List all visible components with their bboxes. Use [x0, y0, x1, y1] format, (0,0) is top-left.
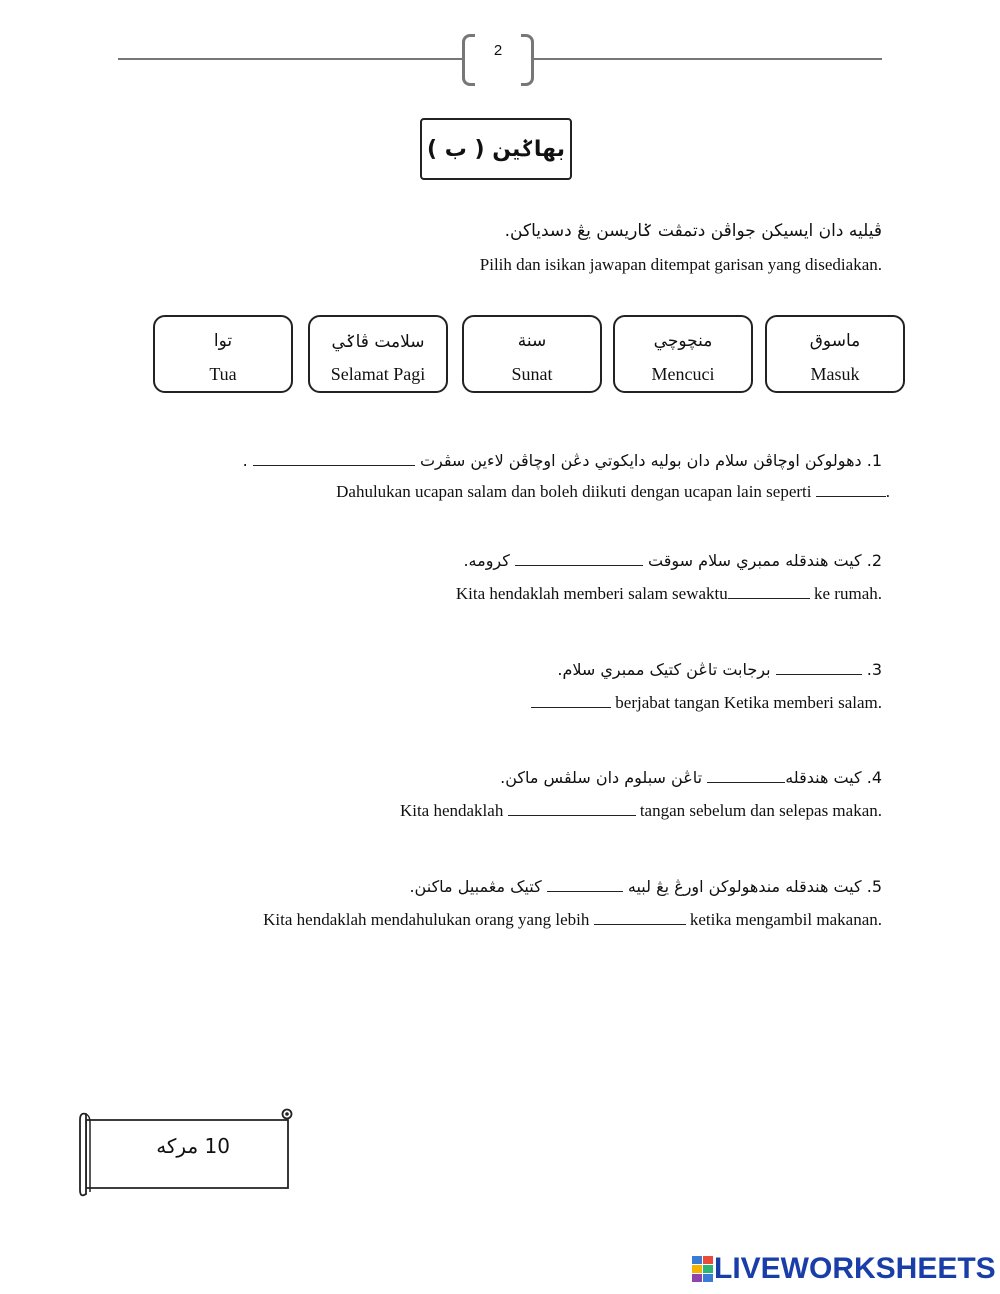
word-bank-item[interactable] [462, 315, 602, 393]
question-jawi-text: دهولوکن اوچاڤن سلام دان بوليه دايکوتي دڠن اوچاڤن لاءين سڤرت [419, 451, 862, 470]
word-jawi: سنة [517, 331, 547, 351]
answer-blank[interactable] [253, 451, 415, 466]
answer-blank[interactable] [508, 801, 636, 816]
page-number: 2 [493, 42, 503, 59]
question-1-rumi [336, 482, 890, 502]
question-jawi-end: برجابت تاڠن کتيک ممبري سلام. [557, 660, 771, 679]
question-2-rumi [456, 584, 882, 604]
answer-blank[interactable] [547, 877, 623, 892]
answer-blank[interactable] [728, 584, 810, 599]
answer-blank[interactable] [594, 910, 686, 925]
question-rumi-after: ketika mengambil makanan. [689, 910, 882, 929]
question-jawi-end: تاڠن سبلوم دان سلڤس ماکن. [500, 768, 703, 787]
word-jawi: سلامت ڤاݢي [331, 332, 425, 352]
page-number-box [462, 34, 534, 82]
question-jawi-text: کيت هندقله ممبري سلام سوقت [648, 551, 862, 570]
question-number: 5. [866, 877, 882, 896]
question-number: 3. [866, 660, 882, 679]
question-rumi-after: berjabat tangan Ketika memberi salam. [615, 693, 882, 712]
instruction-rumi: Pilih dan isikan jawapan ditempat garisan yang disediakan. [479, 255, 882, 274]
question-1-jawi [243, 451, 882, 470]
question-rumi-after: . [885, 482, 890, 501]
marks-value: 10 [204, 1134, 230, 1158]
word-rumi: Sunat [511, 364, 553, 384]
instruction-jawi: ڤيليه دان ايسيکن جواڤن دتمڤت ݢاريسن يڠ دسدياکن. [504, 221, 882, 241]
question-number: 1. [866, 451, 882, 470]
question-3-jawi [557, 660, 882, 679]
word-rumi: Tua [209, 364, 237, 384]
answer-blank[interactable] [776, 660, 862, 675]
question-rumi-after: tangan sebelum dan selepas makan. [639, 801, 882, 820]
question-rumi-before: Kita hendaklah mendahulukan orang yang lebih [263, 910, 590, 929]
question-4-jawi [500, 768, 882, 787]
question-jawi-end: کرومه. [463, 551, 510, 570]
word-rumi: Selamat Pagi [330, 364, 426, 384]
question-jawi-text: کيت هندقله مندهولوکن اورڠ يڠ لبيه [627, 877, 862, 896]
question-jawi-end: . [242, 451, 248, 470]
section-title: بهاݢين ( ب ) [420, 118, 572, 180]
question-number: 4. [866, 768, 882, 787]
liveworksheets-icon [692, 1256, 714, 1282]
question-4-rumi [400, 801, 882, 821]
word-rumi: Masuk [810, 364, 860, 384]
liveworksheets-logo [692, 1252, 996, 1286]
question-rumi-before: Kita hendaklah memberi salam sewaktu [455, 584, 728, 603]
brand-name: LIVEWORKSHEETS [714, 1252, 996, 1285]
question-3-rumi [531, 693, 882, 713]
question-number: 2. [866, 551, 882, 570]
question-2-jawi [463, 551, 882, 570]
question-rumi-before: Dahulukan ucapan salam dan boleh diikuti dengan ucapan lain seperti [336, 482, 812, 501]
question-5-rumi [263, 910, 882, 930]
answer-blank[interactable] [816, 482, 886, 497]
question-5-jawi [409, 877, 882, 896]
question-jawi-end: کتيک مڠمبيل ماکنن. [409, 877, 542, 896]
answer-blank[interactable] [531, 693, 611, 708]
word-bank-item[interactable] [765, 315, 905, 393]
word-rumi: Mencuci [651, 364, 715, 384]
word-jawi: منچوچي [653, 331, 713, 351]
header-rule-right [534, 58, 882, 60]
answer-blank[interactable] [515, 551, 643, 566]
question-rumi-after: ke rumah. [814, 584, 882, 603]
answer-blank[interactable] [707, 768, 785, 783]
word-jawi: ماسوق [809, 331, 861, 351]
word-bank-item[interactable] [308, 315, 448, 393]
word-bank-item[interactable] [613, 315, 753, 393]
header-rule-left [118, 58, 462, 60]
marks-label: مرکه [156, 1134, 199, 1158]
question-jawi-text: کيت هندقله [785, 768, 862, 787]
word-jawi: توا [213, 331, 233, 351]
word-bank-item[interactable] [153, 315, 293, 393]
question-rumi-before: Kita hendaklah [399, 801, 504, 820]
marks-total [150, 1134, 230, 1158]
